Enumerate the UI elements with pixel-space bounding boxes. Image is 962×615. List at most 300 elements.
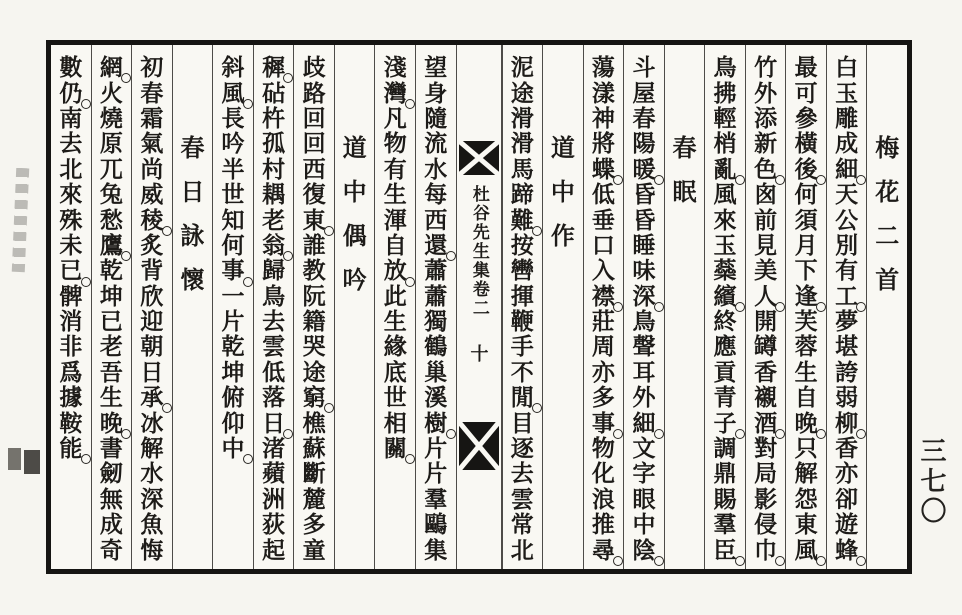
char-cell: 柳 xyxy=(827,410,867,435)
verse-column xyxy=(704,45,745,569)
char-cell: 難 xyxy=(503,207,543,232)
char-cell: 淺 xyxy=(383,55,407,81)
char-cell: 仰 xyxy=(221,410,245,436)
char-cell: 途 xyxy=(302,359,326,385)
char-cell: 一 xyxy=(221,283,245,309)
char-cell: 來 xyxy=(59,182,83,208)
char-cell: 片 xyxy=(424,436,448,462)
char-cell: 睡 xyxy=(632,232,656,258)
fishtail-upper-icon xyxy=(459,141,499,175)
char-cell: 起 xyxy=(262,537,286,563)
char-cell: 老 xyxy=(99,334,123,360)
char-cell: 逐 xyxy=(510,436,534,462)
char-cell: 有 xyxy=(383,156,407,182)
ink-smudge xyxy=(8,448,21,470)
char-cell: 揮 xyxy=(510,283,534,309)
char-cell: 中 xyxy=(213,436,253,461)
char-cell: 鳥 xyxy=(713,55,737,81)
char-cell: 歸 xyxy=(262,258,286,284)
verse-column xyxy=(131,45,172,569)
char-cell: 白 xyxy=(835,55,859,81)
char-cell: 鳥 xyxy=(632,309,656,335)
char-cell: 蘇 xyxy=(302,436,326,462)
char-cell: 仍 xyxy=(51,80,91,105)
char-cell: 火 xyxy=(99,80,123,106)
char-cell: 鼎 xyxy=(713,461,737,487)
emphasis-ring-icon xyxy=(654,556,664,566)
char-cell: 西 xyxy=(302,156,326,182)
char-cell: 蜂 xyxy=(827,537,867,562)
char-cell: 長 xyxy=(221,105,245,131)
char-cell: 遊 xyxy=(835,512,859,538)
char-cell: 中 xyxy=(632,512,656,538)
char-cell: 襯 xyxy=(754,385,778,411)
char-cell: 前 xyxy=(754,207,778,233)
char-cell: 酒 xyxy=(746,410,786,435)
char-cell: 放 xyxy=(375,258,415,283)
char-cell: 泥 xyxy=(510,55,534,81)
emphasis-ring-icon xyxy=(816,556,826,566)
char-cell: 巢 xyxy=(424,359,448,385)
char-cell: 承 xyxy=(132,385,172,410)
char-cell: 何 xyxy=(794,182,818,208)
char-cell: 羣 xyxy=(424,486,448,512)
char-cell: 有 xyxy=(835,258,859,284)
verse-column xyxy=(374,45,415,569)
poem-title-column xyxy=(866,45,907,569)
char-cell: 陽 xyxy=(632,131,656,157)
char-cell: 道 xyxy=(342,136,367,162)
char-cell: 穉 xyxy=(254,55,294,80)
char-cell: 氣 xyxy=(140,131,164,157)
char-cell: 北 xyxy=(510,537,534,563)
char-cell: 目 xyxy=(510,410,534,436)
poem-title-column xyxy=(664,45,705,569)
char-cell: 還 xyxy=(416,233,456,258)
char-cell: 誇 xyxy=(835,359,859,385)
char-cell: 弱 xyxy=(835,385,859,411)
char-cell: 水 xyxy=(140,461,164,487)
char-cell: 蕭 xyxy=(424,258,448,284)
char-cell: 風 xyxy=(786,537,826,562)
emphasis-ring-icon xyxy=(735,556,745,566)
char-cell: 滑 xyxy=(510,105,534,131)
char-cell: 低 xyxy=(591,182,615,208)
char-cell: 東 xyxy=(794,512,818,538)
verse-column xyxy=(51,45,91,569)
char-cell: 去 xyxy=(262,309,286,335)
verse-column xyxy=(785,45,826,569)
char-cell: 夢 xyxy=(835,309,859,335)
char-cell: 底 xyxy=(383,359,407,385)
char-cell: 誰 xyxy=(302,232,326,258)
char-cell: 月 xyxy=(794,232,818,258)
char-cell: 鳥 xyxy=(262,283,286,309)
char-cell: 數 xyxy=(59,55,83,81)
char-cell: 多 xyxy=(591,385,615,411)
fishtail-lower-icon xyxy=(459,422,499,470)
char-cell: 文 xyxy=(632,436,656,462)
char-cell: 堪 xyxy=(835,334,859,360)
char-cell: 回 xyxy=(302,105,326,131)
char-cell: 見 xyxy=(754,232,778,258)
char-cell: 蕩 xyxy=(591,55,615,81)
char-cell: 書 xyxy=(99,436,123,462)
char-cell: 下 xyxy=(794,258,818,284)
char-cell: 南 xyxy=(59,105,83,131)
char-cell: 口 xyxy=(591,232,615,258)
char-cell: 成 xyxy=(99,512,123,538)
char-cell: 蝶 xyxy=(584,157,624,182)
char-cell: 晚 xyxy=(786,410,826,435)
verse-column xyxy=(826,45,867,569)
char-cell: 童 xyxy=(302,537,326,563)
char-cell: 推 xyxy=(591,512,615,538)
char-cell: 臣 xyxy=(705,537,745,562)
char-cell: 髀 xyxy=(59,283,83,309)
char-cell: 灣 xyxy=(375,80,415,105)
char-cell: 香 xyxy=(754,359,778,385)
folio-number: 三七〇 xyxy=(917,437,946,527)
verse-column xyxy=(583,45,624,569)
char-cell: 懷 xyxy=(180,268,205,294)
char-cell: 杵 xyxy=(262,105,286,131)
char-cell: 卻 xyxy=(835,486,859,512)
char-cell: 集 xyxy=(424,537,448,563)
verse-column xyxy=(212,45,253,569)
char-cell: 貢 xyxy=(713,359,737,385)
char-cell: 尚 xyxy=(140,156,164,182)
char-cell: 春 xyxy=(180,136,205,162)
char-cell: 老 xyxy=(262,207,286,233)
char-cell: 人 xyxy=(746,284,786,309)
char-cell: 影 xyxy=(754,486,778,512)
char-cell: 蹄 xyxy=(510,182,534,208)
char-cell: 事 xyxy=(213,258,253,283)
char-cell: 非 xyxy=(59,334,83,360)
char-cell: 悔 xyxy=(140,537,164,563)
char-cell: 朝 xyxy=(140,334,164,360)
char-cell: 已 xyxy=(99,309,123,335)
char-cell: 手 xyxy=(510,334,534,360)
char-cell: 雲 xyxy=(262,334,286,360)
char-cell: 凡 xyxy=(383,105,407,131)
char-cell: 成 xyxy=(835,131,859,157)
char-cell: 阮 xyxy=(302,283,326,309)
char-cell: 兀 xyxy=(99,156,123,182)
char-cell: 風 xyxy=(213,80,253,105)
char-cell: 罇 xyxy=(754,334,778,360)
char-cell: 添 xyxy=(754,105,778,131)
char-cell: 偶 xyxy=(342,224,367,250)
char-cell: 流 xyxy=(424,131,448,157)
char-cell: 新 xyxy=(754,131,778,157)
char-cell: 斷 xyxy=(302,461,326,487)
char-cell: 周 xyxy=(591,334,615,360)
char-cell: 世 xyxy=(383,385,407,411)
char-cell: 蘋 xyxy=(262,461,286,487)
char-cell: 去 xyxy=(510,461,534,487)
char-cell: 作 xyxy=(550,224,575,250)
char-cell: 燒 xyxy=(99,105,123,131)
verse-column xyxy=(745,45,786,569)
char-cell: 對 xyxy=(754,436,778,462)
char-cell: 低 xyxy=(262,359,286,385)
char-cell: 美 xyxy=(754,258,778,284)
char-cell: 日 xyxy=(180,180,205,206)
char-cell: 據 xyxy=(59,385,83,411)
char-cell: 麓 xyxy=(302,486,326,512)
char-cell: 按 xyxy=(510,232,534,258)
char-cell: 中 xyxy=(550,180,575,206)
char-cell: 去 xyxy=(59,131,83,157)
char-cell: 拂 xyxy=(713,80,737,106)
char-cell: 鶴 xyxy=(424,334,448,360)
verse-column xyxy=(91,45,132,569)
char-cell: 閒 xyxy=(503,385,543,410)
char-cell: 陰 xyxy=(624,537,664,562)
char-cell: 暖 xyxy=(624,157,664,182)
char-cell: 坤 xyxy=(99,283,123,309)
char-cell: 獨 xyxy=(424,309,448,335)
char-cell: 眠 xyxy=(672,180,697,206)
char-cell: 詠 xyxy=(180,224,205,250)
char-cell: 常 xyxy=(510,512,534,538)
char-cell: 乾 xyxy=(99,258,123,284)
char-cell: 化 xyxy=(591,461,615,487)
char-cell: 斗 xyxy=(632,55,656,81)
char-cell: 消 xyxy=(59,309,83,335)
char-cell: 芙 xyxy=(794,309,818,335)
char-cell: 細 xyxy=(827,157,867,182)
char-cell: 樵 xyxy=(302,410,326,436)
char-cell: 生 xyxy=(383,182,407,208)
char-cell: 魚 xyxy=(140,512,164,538)
char-cell: 物 xyxy=(383,131,407,157)
char-cell: 蓉 xyxy=(794,334,818,360)
char-cell: 襟 xyxy=(584,284,624,309)
char-cell: 解 xyxy=(140,436,164,462)
char-cell: 逢 xyxy=(786,284,826,309)
char-cell: 生 xyxy=(383,309,407,335)
char-cell: 未 xyxy=(59,232,83,258)
char-cell: 路 xyxy=(302,80,326,106)
char-cell: 輕 xyxy=(713,105,737,131)
char-cell: 何 xyxy=(221,232,245,258)
char-cell: 垂 xyxy=(591,207,615,233)
char-cell: 吾 xyxy=(99,359,123,385)
char-cell: 囪 xyxy=(754,182,778,208)
char-cell: 斜 xyxy=(221,55,245,81)
emphasis-ring-icon xyxy=(775,556,785,566)
char-cell: 亂 xyxy=(705,157,745,182)
fold-column xyxy=(456,45,502,569)
char-cell: 日 xyxy=(140,359,164,385)
verse-column xyxy=(415,45,456,569)
verse-column xyxy=(293,45,334,569)
char-cell: 巾 xyxy=(746,537,786,562)
char-cell: 乾 xyxy=(221,334,245,360)
char-cell: 神 xyxy=(591,105,615,131)
char-cell: 荻 xyxy=(262,512,286,538)
char-cell: 梅 xyxy=(875,136,900,162)
char-cell: 屋 xyxy=(632,80,656,106)
char-cell: 橫 xyxy=(794,131,818,157)
char-cell: 鷹 xyxy=(92,233,132,258)
char-cell: 春 xyxy=(140,80,164,106)
char-cell: 吟 xyxy=(342,268,367,294)
char-cell: 村 xyxy=(262,156,286,182)
char-cell: 片 xyxy=(221,309,245,335)
emphasis-ring-icon xyxy=(405,454,415,464)
char-cell: 昏 xyxy=(632,182,656,208)
poem-title-column xyxy=(542,45,583,569)
char-cell: 坤 xyxy=(221,359,245,385)
char-cell: 耦 xyxy=(262,182,286,208)
char-cell: 春 xyxy=(632,105,656,131)
char-cell: 色 xyxy=(746,157,786,182)
char-cell: 劒 xyxy=(99,461,123,487)
char-cell: 花 xyxy=(875,180,900,206)
char-cell: 開 xyxy=(754,309,778,335)
char-cell: 聲 xyxy=(632,334,656,360)
char-cell: 樹 xyxy=(416,410,456,435)
char-cell: 每 xyxy=(424,182,448,208)
char-cell: 將 xyxy=(591,131,615,157)
char-cell: 兔 xyxy=(99,182,123,208)
char-cell: 蕭 xyxy=(424,283,448,309)
char-cell: 亦 xyxy=(591,359,615,385)
char-cell: 雕 xyxy=(835,105,859,131)
char-cell: 漾 xyxy=(591,80,615,106)
char-cell: 耳 xyxy=(632,359,656,385)
char-cell: 西 xyxy=(424,207,448,233)
char-cell: 首 xyxy=(875,268,900,294)
verse-column xyxy=(623,45,664,569)
char-cell: 片 xyxy=(424,461,448,487)
char-cell: 哭 xyxy=(302,334,326,360)
char-cell: 鞭 xyxy=(510,309,534,335)
char-cell: 稜 xyxy=(132,207,172,232)
char-cell: 可 xyxy=(794,80,818,106)
char-cell: 鷗 xyxy=(424,512,448,538)
char-cell: 羣 xyxy=(713,512,737,538)
char-cell: 終 xyxy=(713,309,737,335)
fold-book-title: 杜谷先生集卷二 xyxy=(469,185,489,318)
char-cell: 水 xyxy=(424,156,448,182)
char-cell: 隨 xyxy=(424,105,448,131)
char-cell: 香 xyxy=(835,436,859,462)
char-cell: 道 xyxy=(550,136,575,162)
char-cell: 來 xyxy=(713,207,737,233)
char-cell: 二 xyxy=(875,224,900,250)
char-cell: 外 xyxy=(632,385,656,411)
char-cell: 渾 xyxy=(383,207,407,233)
poem-title-column xyxy=(334,45,375,569)
char-cell: 迎 xyxy=(140,309,164,335)
char-cell: 浪 xyxy=(591,486,615,512)
char-cell: 莊 xyxy=(591,309,615,335)
char-cell: 落 xyxy=(262,385,286,411)
char-cell: 梢 xyxy=(713,131,737,157)
char-cell: 自 xyxy=(383,232,407,258)
char-cell: 入 xyxy=(591,258,615,284)
char-cell: 途 xyxy=(510,80,534,106)
char-cell: 復 xyxy=(302,182,326,208)
char-cell: 自 xyxy=(794,385,818,411)
char-cell: 細 xyxy=(624,410,664,435)
char-cell: 吟 xyxy=(221,131,245,157)
char-cell: 已 xyxy=(51,258,91,283)
char-cell: 深 xyxy=(140,486,164,512)
char-cell: 回 xyxy=(302,131,326,157)
char-cell: 欣 xyxy=(140,283,164,309)
char-cell: 日 xyxy=(254,410,294,435)
char-cell: 雲 xyxy=(510,486,534,512)
char-cell: 賜 xyxy=(713,486,737,512)
char-cell: 物 xyxy=(591,436,615,462)
char-cell: 須 xyxy=(794,207,818,233)
char-cell: 蘂 xyxy=(713,258,737,284)
ink-smudge xyxy=(12,168,30,272)
char-cell: 事 xyxy=(584,410,624,435)
char-cell: 渚 xyxy=(262,436,286,462)
char-cell: 春 xyxy=(672,136,697,162)
char-cell: 青 xyxy=(713,385,737,411)
char-cell: 後 xyxy=(786,157,826,182)
char-cell: 不 xyxy=(510,359,534,385)
char-cell: 轡 xyxy=(510,258,534,284)
char-cell: 最 xyxy=(794,55,818,81)
char-cell: 天 xyxy=(835,182,859,208)
char-cell: 中 xyxy=(342,180,367,206)
char-cell: 冰 xyxy=(140,410,164,436)
char-cell: 應 xyxy=(713,334,737,360)
char-cell: 砧 xyxy=(262,80,286,106)
char-cell: 尋 xyxy=(584,537,624,562)
char-cell: 愁 xyxy=(99,207,123,233)
char-cell: 工 xyxy=(827,284,867,309)
char-cell: 解 xyxy=(794,461,818,487)
char-cell: 晚 xyxy=(92,410,132,435)
char-cell: 只 xyxy=(794,436,818,462)
char-cell: 竹 xyxy=(754,55,778,81)
char-cell: 馬 xyxy=(510,156,534,182)
char-cell: 能 xyxy=(51,436,91,461)
emphasis-ring-icon xyxy=(856,556,866,566)
char-cell: 爲 xyxy=(59,359,83,385)
char-cell: 知 xyxy=(221,207,245,233)
verse-column xyxy=(502,45,543,569)
char-cell: 滑 xyxy=(510,131,534,157)
char-cell: 玉 xyxy=(835,80,859,106)
char-cell: 玉 xyxy=(713,232,737,258)
char-cell: 眼 xyxy=(632,486,656,512)
char-cell: 參 xyxy=(794,105,818,131)
ink-smudge xyxy=(24,450,40,474)
char-cell: 威 xyxy=(140,182,164,208)
char-cell: 窮 xyxy=(294,385,334,410)
char-cell: 多 xyxy=(302,512,326,538)
char-cell: 相 xyxy=(383,410,407,436)
emphasis-ring-icon xyxy=(243,454,253,464)
char-cell: 俯 xyxy=(221,385,245,411)
char-cell: 鞍 xyxy=(59,410,83,436)
char-cell: 緣 xyxy=(383,334,407,360)
emphasis-ring-icon xyxy=(81,454,91,464)
char-cell: 半 xyxy=(221,156,245,182)
char-cell: 外 xyxy=(754,80,778,106)
